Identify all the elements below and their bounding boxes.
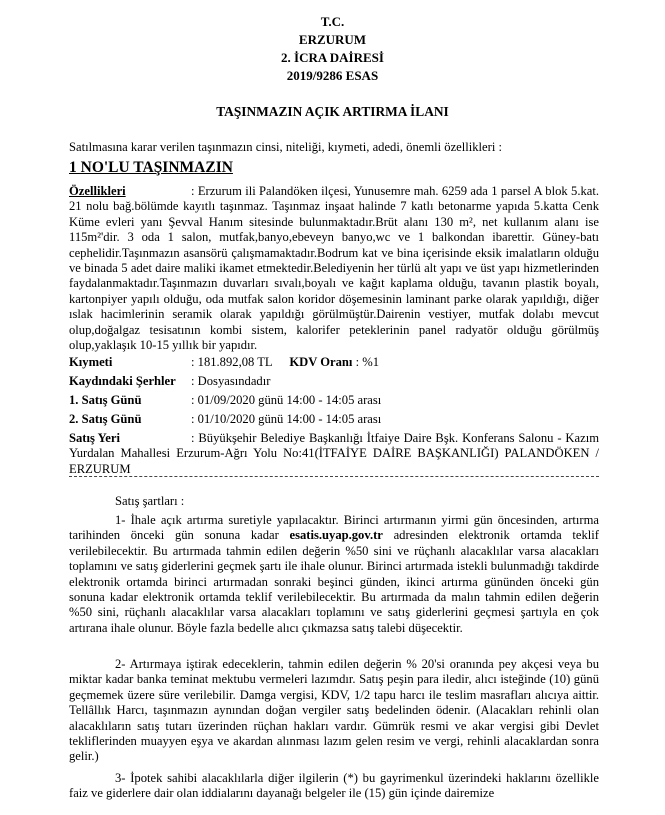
property-heading: 1 NO'LU TAŞINMAZIN <box>69 159 233 176</box>
sale-place <box>69 431 599 477</box>
encumbrance-value: : Dosyasındadır <box>191 374 271 388</box>
vat-label: KDV Oranı <box>289 355 353 369</box>
condition-2: 2- Artırmaya iştirak edeceklerin, tahmin edilen değerin % 20'si oranında pey akçesi veya bu miktar kadar banka teminat mektubu vermeleri lazımdır. Satış peşin para iledir, alıcı isteğinde (10) günü geçmemek üzere süre verilebilir. Damga vergisi, KDV, 1/2 tapu harcı ile teslim masrafları alıcıya aittir. Tellâllık Harcı, taşınmazın aynından doğan vergiler satış bedelinden ödenir. (Alacakları rehinli olan alacaklıların satış tutarı üzerinden rüçhan hakları vardır. Gümrük resmi ve akar vergisi gibi Devlet tekliflerinden muayyen eşya ve akardan alınması lazım gelen resim ve vergi, rehinli alacaklardan sonra gelir.) <box>69 657 599 764</box>
encumbrance-row <box>69 374 609 389</box>
conditions-heading: Satış şartları : <box>115 494 185 508</box>
sale2-row <box>69 412 609 427</box>
vat-value: : %1 <box>355 355 380 369</box>
sale1-label: 1. Satış Günü <box>69 393 142 407</box>
sale1-row <box>69 393 609 408</box>
value-row <box>69 355 609 370</box>
sale1-value: : 01/09/2020 günü 14:00 - 14:05 arası <box>191 393 382 407</box>
document-title: TAŞINMAZIN AÇIK ARTIRMA İLANI <box>216 104 449 119</box>
header-case-number: 2019/9286 ESAS <box>286 68 379 83</box>
condition-1 <box>69 513 599 636</box>
condition-3: 3- İpotek sahibi alacaklılarla diğer ilgilerin (*) bu gayrimenkul üzerindeki haklarını özellikle faiz ve giderlere dair olan iddialarını dayanağı belgeler ile (15) gün içinde dairemize <box>69 771 599 801</box>
place-label: Satış Yeri <box>69 431 120 445</box>
header-office: 2. İCRA DAİRESİ <box>281 50 384 65</box>
condition-1-text-a: 1- İhale açık artırma suretiyle yapılacaktır. Birinci artırmanın yirmi gün öncesinden, artırma tarihinden önceki gün sonuna kadar <box>69 513 599 543</box>
dashed-divider <box>69 476 599 477</box>
esatis-link[interactable]: esatis.uyap.gov.tr <box>289 528 383 543</box>
encumbrance-label: Kaydındaki Şerhler <box>69 374 176 388</box>
sale2-label: 2. Satış Günü <box>69 412 142 426</box>
value-label: Kıymeti <box>69 355 113 369</box>
property-features <box>69 184 599 353</box>
place-value: : Büyükşehir Belediye Başkanlığı İtfaiye Daire Bşk. Konferans Salonu - Kazım Yurdalan Mahallesi Erzurum-Ağrı Yolu No:41(İTFAİYE DAİRE BAŞKANLIĞI) PALANDÖKEN / ERZURUM <box>69 431 599 476</box>
sale2-value: : 01/10/2020 günü 14:00 - 14:05 arası <box>191 412 382 426</box>
features-text: : Erzurum ili Palandöken ilçesi, Yunusemre mah. 6259 ada 1 parsel A blok 5.kat. 21 nolu bağ.bölümde kayıtlı taşınmaz. Taşınmaz inşaat halinde 7 katlı betonarme yapıda 5.katta Cenk Küme evleri yanı Şevval Hanım sitesinde bulunmaktadır.Brüt alanı 130 m², net kullanım alanı ise 115m²'dir. 3 oda 1 salon, mutfak,banyo,ebeveyn banyo,wc ve 1 balkondan ibarettir. Güney-batı cephelidir.Taşınmazın asansörü çalışmamaktadır.Bodrum kat ve bina içerisinde eksik imalatların olduğu ve binada 5 adet daire maliki ikamet etmektedir.Belediyenin her türlü alt yapı ve üst yapı hizmetlerinden faydalanmaktadır.Taşınmazın duvarları sıvalı,boyalı ve kağıt kaplama olduğu, tavanın plastik boyalı, kartonpiyer yapılı olduğu, oda mutfak salon koridor döşemesinin laminant parke olarak yapıldığı, diğer ıslak hacimlerinin seramik olarak yapıldığı görülmüştür.Dairenin vestiyer, mutfak dolabı mevcut olup,doğalgaz tesisatının kombi sistem, kalorifer peteklerinin panel radyatör olduğu görülmüş olup,yaklaşık 10-15 yıllık bir yapıdır. <box>69 184 599 353</box>
features-label: Özellikleri <box>69 184 126 198</box>
condition-1-text-b: adresinden elektronik ortamda teklif verilebilecektir. Bu artırmada tahmin edilen değerin %50 sini ve rüçhanlı alacaklılar varsa alacakları toplamını ve satış giderlerini geçmek şartı ile ihale olunur. Birinci artırmada istekli bulunmadığı takdirde elektronik ortamda birinci artırmadan sonraki beşinci günden, ikinci artırma gününden önceki gün sonuna kadar elektronik ortamda teklif verilebilecektir. Bu artırmada da malın tahmin edilen değerin %50 sini, rüçhanlı alacaklılar varsa alacakları toplamını ve satış giderlerini geçmesi şartıyla en çok artırana ihale olunur. Böyle fazla bedelle alıcı çıkmazsa satış talebi düşecektir. <box>69 528 600 635</box>
value-amount: : 181.892,08 TL <box>191 355 273 369</box>
header-city: ERZURUM <box>298 32 367 47</box>
header-tc: T.C. <box>320 14 345 29</box>
intro-text: Satılmasına karar verilen taşınmazın cinsi, niteliği, kıymeti, adedi, önemli özellikleri : <box>69 140 502 154</box>
